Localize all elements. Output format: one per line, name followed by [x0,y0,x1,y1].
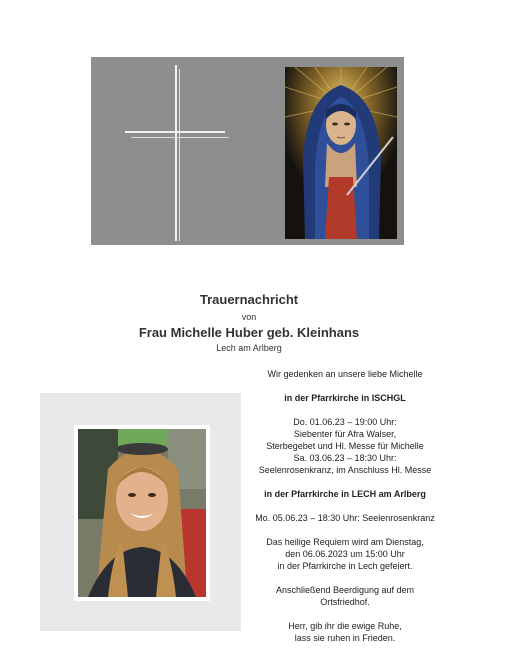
church1-line: Siebenter für Afra Walser, [293,429,397,439]
madonna-image [285,67,397,239]
church1-heading: in der Pfarrkirche in ISCHGL [284,393,406,403]
church1-line: Do. 01.06.23 – 19:00 Uhr: [293,417,397,427]
requiem-line: Das heilige Requiem wird am Dienstag, [266,537,424,547]
portrait-background [40,393,241,631]
church1-line: Sa. 03.06.23 – 18:30 Uhr: [293,453,397,463]
von-label: von [241,312,257,322]
church1-line: Sterbegebet und Hl. Messe für Michelle [266,441,424,451]
deceased-name: Frau Michelle Huber geb. Kleinhans [138,325,360,340]
prayer-line: lass sie ruhen in Frieden. [294,633,396,643]
notice-title: Trauernachricht [199,292,299,307]
intro-text: Wir gedenken an unsere liebe Michelle [267,369,423,379]
requiem-line: in der Pfarrkirche in Lech gefeiert. [277,561,413,571]
church1-line: Seelenrosenkranz, im Anschluss Hl. Messe [258,465,432,475]
requiem-line: den 06.06.2023 um 15:00 Uhr [285,549,405,559]
prayer-line: Herr, gib ihr die ewige Ruhe, [288,621,402,631]
portrait-frame [74,425,210,601]
notice-text [250,368,440,644]
church2-line: Mo. 05.06.23 – 18:30 Uhr: Seelenrosenkranz [255,513,435,523]
deceased-place: Lech am Arlberg [216,343,282,353]
portrait-photo [78,429,206,597]
church2-heading: in der Pfarrkirche in LECH am Arlberg [264,489,426,499]
burial-line: Anschließend Beerdigung auf dem [275,585,415,595]
header-banner [91,57,404,245]
burial-line: Ortsfriedhof. [320,597,370,607]
